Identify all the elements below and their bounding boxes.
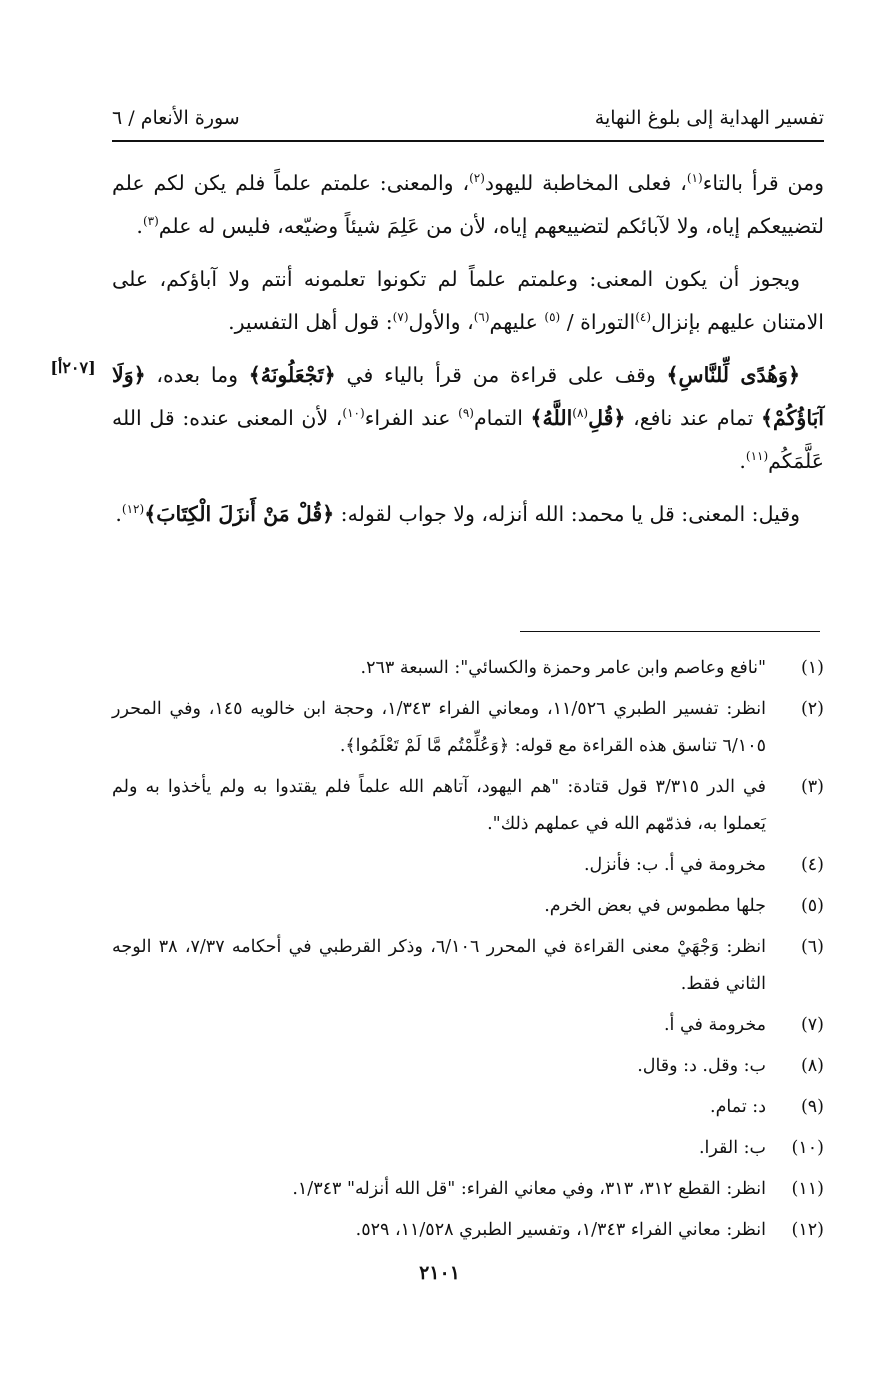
footnote-ref: (٩) <box>458 406 474 421</box>
footnote-text: "نافع وعاصم وابن عامر وحمزة والكسائي": السبعة ٢٦٣. <box>360 658 766 678</box>
footnote-ref: (١) <box>686 171 703 186</box>
footnote-text: انظر: تفسير الطبري ١١/٥٢٦، ومعاني الفراء ١/٣٤٣، وحجة ابن خالويه ١٤٥، وفي المحرر ٦/١٠٥ تناسق هذه القراءة مع قوله: ﴿وَعُلِّمْتُم مَّا لَمْ تَعْلَمُوا﴾. <box>112 699 767 756</box>
text-run: وما بعده، <box>156 363 238 387</box>
paragraph-3 <box>112 354 824 483</box>
text-run: تمام عند نافع، <box>633 406 754 430</box>
footnote-text: مخرومة في أ. ب: فأنزل. <box>583 855 766 875</box>
header-surah-title: سورة الأنعام / ٦ <box>112 107 240 129</box>
footnote-item <box>112 1212 824 1249</box>
footnote-item <box>112 1007 824 1044</box>
text-run: . <box>115 502 122 526</box>
quran-quote: ﴿تَجْعَلُونَهُ﴾ <box>248 363 336 387</box>
footnote-ref: (١١) <box>745 449 769 464</box>
footnote-ref: (٢) <box>469 171 485 186</box>
footnote-number: (٤) <box>800 855 824 875</box>
footnote-item <box>112 847 824 884</box>
text-run: عليهم <box>489 310 538 334</box>
text-run: . <box>739 449 746 473</box>
footnote-text: جلها مطموس في بعض الخرم. <box>544 896 766 916</box>
footnote-item <box>112 1171 824 1208</box>
text-run: وقيل: المعنى: قل يا محمد: الله أنزله، ولا جواب لقوله: <box>340 502 800 526</box>
page-number: ٢١٠١ <box>419 1262 460 1284</box>
footnote-number: (١٠) <box>791 1138 824 1158</box>
text-run: ومن قرأ بالتاء <box>702 171 824 195</box>
footnote-number: (٥) <box>800 896 824 916</box>
text-run: ويجوز أن يكون المعنى: وعلمتم علماً لم تكونوا تعلمونه أنتم ولا آباؤكم، على الامتنان عليهم بإنزال <box>112 267 824 334</box>
text-run: : قول أهل التفسير. <box>228 310 393 334</box>
footnote-number: (١) <box>800 658 824 678</box>
text-run: التمام <box>473 406 523 430</box>
footnote-text: انظر: وَجْهَيْ معنى القراءة في المحرر ٦/١٠٦، وذكر القرطبي في أحكامه ٧/٣٧، ٣٨ الوجه الثاني فقط. <box>112 937 767 994</box>
text-run: ، لأن المعنى عنده: قل الله عَلَّمَكُم <box>112 406 824 473</box>
footnote-ref: (٤) <box>635 310 652 325</box>
footnote-item <box>112 1048 824 1085</box>
footnote-text: انظر: معاني الفراء ١/٣٤٣، وتفسير الطبري ١١/٥٢٨، ٥٢٩. <box>355 1220 766 1240</box>
text-run: التوراة / <box>566 310 636 334</box>
footnote-ref: (٧) <box>392 310 409 325</box>
footnote-text: ب: القرا. <box>698 1138 766 1158</box>
running-header <box>112 100 824 136</box>
footnote-item <box>112 769 824 843</box>
footnote-number: (٦) <box>800 937 824 957</box>
footnote-text: د: تمام. <box>710 1097 766 1117</box>
footnote-ref: (٣) <box>142 214 159 229</box>
footnote-item <box>112 691 824 765</box>
footnote-ref: (٨) <box>572 406 589 421</box>
text-run: ، فعلى المخاطبة لليهود <box>484 171 687 195</box>
paragraph-1 <box>112 162 824 248</box>
footnote-number: (٢) <box>800 699 824 719</box>
footnote-number: (١٢) <box>791 1220 824 1240</box>
text-run: وقف على قراءة من قرأ بالياء في <box>346 363 656 387</box>
footnote-number: (٧) <box>800 1015 824 1035</box>
quran-quote: ﴿قُلْ مَنْ أَنزَلَ الْكِتَابَ﴾ <box>144 502 335 526</box>
footnote-text: في الدر ٣/٣١٥ قول قتادة: "هم اليهود، آتاهم الله علماً فلم يقتدوا به ولم يأخذوا به ولم يَعملوا به، فذمّهم الله في عملهم ذلك". <box>112 777 766 834</box>
text-run: ، والمعنى: علمتم علماً فلم يكن لكم علم لتضييعكم إياه، ولا لآبائكم لتضييعهم إياه، لأن من عَلِمَ شيئاً وضيّعه، فليس له علم <box>112 171 824 238</box>
paragraph-4 <box>112 493 824 536</box>
text-run: ، والأول <box>408 310 474 334</box>
footnote-ref: (١٠) <box>342 406 365 421</box>
footnote-text: مخرومة في أ. <box>663 1015 766 1035</box>
quran-quote: ﴿وَلَا آبَاؤُكُمْ﴾ <box>112 363 824 430</box>
footnote-number: (٣) <box>800 777 824 797</box>
footnote-ref: (٥) <box>544 310 561 325</box>
footnote-divider <box>520 631 820 632</box>
footnote-item <box>112 1130 824 1167</box>
header-divider <box>112 140 824 142</box>
footnote-item <box>112 1089 824 1126</box>
text-run: . <box>136 214 143 238</box>
paragraph-2 <box>112 258 824 344</box>
footnote-text: انظر: القطع ٣١٢، ٣١٣، وفي معاني الفراء: "قل الله أنزله" ١/٣٤٣. <box>292 1179 766 1199</box>
footnote-text: ب: وقل. د: وقال. <box>637 1056 766 1076</box>
quran-quote: اللَّهُ﴾ <box>530 406 573 430</box>
quran-quote: ﴿وَهُدًى لِّلنَّاسِ﴾ <box>666 363 800 387</box>
text-run: عند الفراء <box>364 406 451 430</box>
footnote-number: (٩) <box>800 1097 824 1117</box>
footnote-item <box>112 888 824 925</box>
quran-quote: ﴿قُلِ <box>588 406 626 430</box>
footnote-number: (٨) <box>800 1056 824 1076</box>
footnote-item <box>112 929 824 1003</box>
main-text <box>112 162 824 546</box>
header-book-title: تفسير الهداية إلى بلوغ النهاية <box>594 107 824 129</box>
margin-folio-note: [٢٠٧أ] <box>50 358 96 377</box>
footnotes <box>112 650 824 1253</box>
footnote-item <box>112 650 824 687</box>
footnote-ref: (١٢) <box>121 502 145 517</box>
footnote-number: (١١) <box>791 1179 824 1199</box>
footnote-ref: (٦) <box>473 310 490 325</box>
